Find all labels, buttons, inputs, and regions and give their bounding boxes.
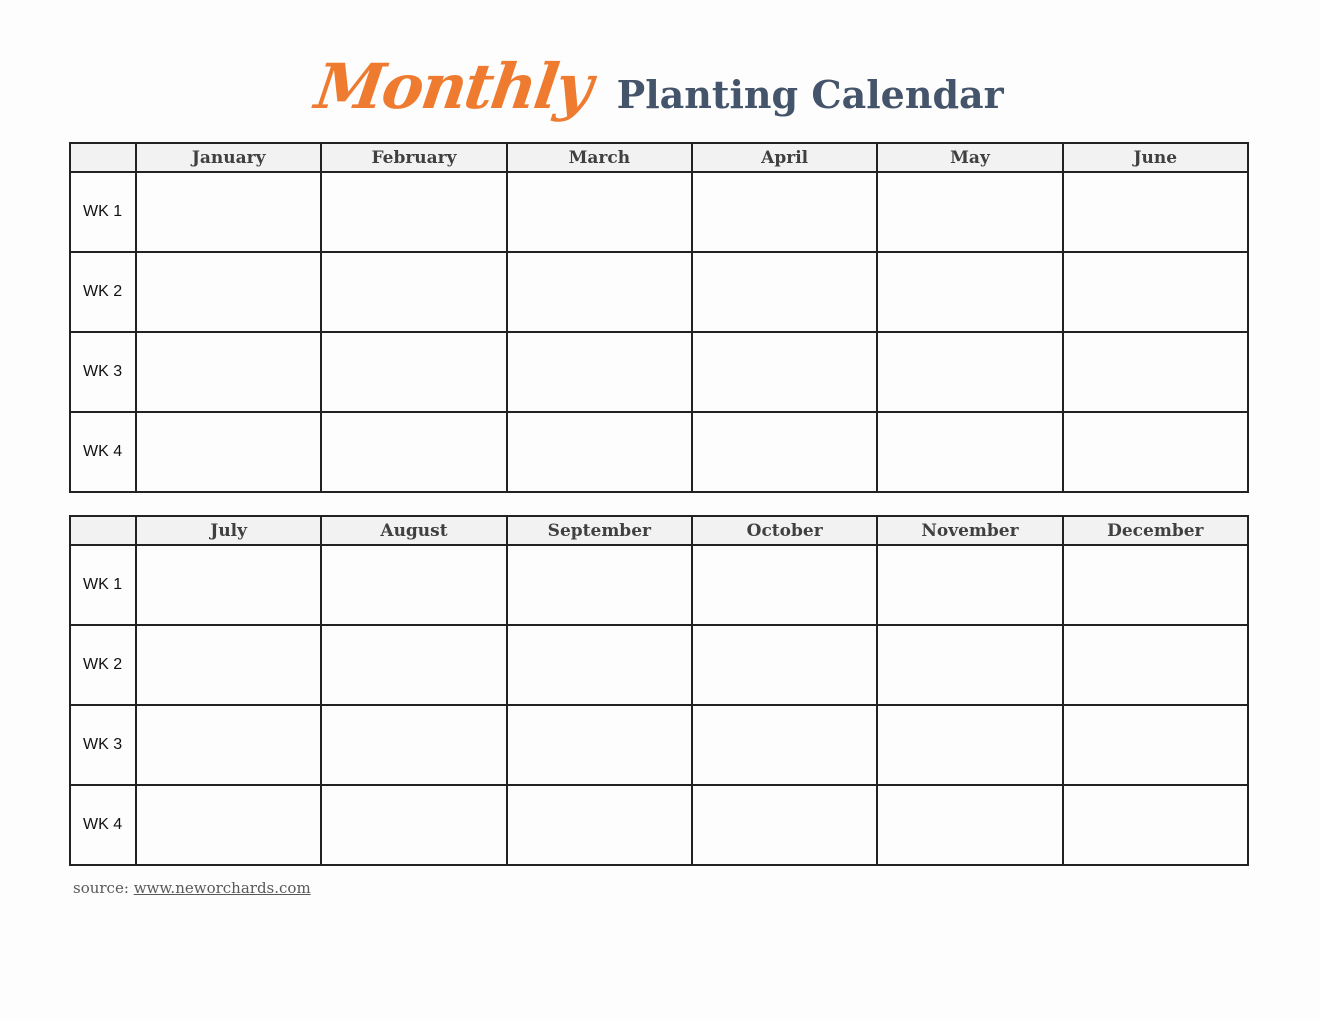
planting-cell[interactable] bbox=[692, 785, 877, 865]
source-link[interactable]: www.neworchards.com bbox=[133, 879, 311, 897]
week-label: WK 2 bbox=[70, 625, 136, 705]
week-row bbox=[70, 332, 1248, 412]
week-row bbox=[70, 625, 1248, 705]
planting-cell[interactable] bbox=[877, 545, 1062, 625]
week-row bbox=[70, 172, 1248, 252]
title-script-word: Monthly bbox=[311, 50, 596, 123]
week-row bbox=[70, 705, 1248, 785]
month-header-row bbox=[70, 143, 1248, 172]
planting-cell[interactable] bbox=[692, 412, 877, 492]
month-header: February bbox=[321, 143, 506, 172]
planting-cell[interactable] bbox=[507, 412, 692, 492]
planting-cell[interactable] bbox=[877, 172, 1062, 252]
month-header-row bbox=[70, 516, 1248, 545]
planting-cell[interactable] bbox=[1063, 785, 1248, 865]
corner-cell bbox=[70, 143, 136, 172]
month-header: April bbox=[692, 143, 877, 172]
planting-cell[interactable] bbox=[877, 705, 1062, 785]
month-header: September bbox=[507, 516, 692, 545]
calendar-table-second-half bbox=[69, 515, 1249, 866]
week-label: WK 4 bbox=[70, 412, 136, 492]
source-prefix: source: bbox=[73, 879, 129, 897]
planting-cell[interactable] bbox=[692, 625, 877, 705]
week-label: WK 3 bbox=[70, 705, 136, 785]
planting-cell[interactable] bbox=[692, 545, 877, 625]
corner-cell bbox=[70, 516, 136, 545]
week-label: WK 1 bbox=[70, 545, 136, 625]
planting-cell[interactable] bbox=[877, 785, 1062, 865]
month-header: January bbox=[136, 143, 321, 172]
planting-cell[interactable] bbox=[1063, 705, 1248, 785]
planting-cell[interactable] bbox=[1063, 332, 1248, 412]
month-header: October bbox=[692, 516, 877, 545]
source-note bbox=[73, 879, 311, 897]
planting-cell[interactable] bbox=[1063, 172, 1248, 252]
planting-cell[interactable] bbox=[692, 172, 877, 252]
planting-cell[interactable] bbox=[1063, 412, 1248, 492]
planting-cell[interactable] bbox=[136, 705, 321, 785]
week-row bbox=[70, 545, 1248, 625]
month-header: December bbox=[1063, 516, 1248, 545]
planting-cell[interactable] bbox=[507, 785, 692, 865]
planting-cell[interactable] bbox=[692, 252, 877, 332]
planting-cell[interactable] bbox=[321, 545, 506, 625]
month-header: June bbox=[1063, 143, 1248, 172]
planting-cell[interactable] bbox=[877, 625, 1062, 705]
planting-cell[interactable] bbox=[321, 332, 506, 412]
planting-cell[interactable] bbox=[136, 172, 321, 252]
planting-cell[interactable] bbox=[136, 625, 321, 705]
month-header: March bbox=[507, 143, 692, 172]
week-row bbox=[70, 785, 1248, 865]
page-title bbox=[0, 50, 1320, 123]
planting-cell[interactable] bbox=[507, 332, 692, 412]
month-header: May bbox=[877, 143, 1062, 172]
planting-cell[interactable] bbox=[321, 252, 506, 332]
calendar-table-first-half bbox=[69, 142, 1249, 493]
planting-cell[interactable] bbox=[877, 252, 1062, 332]
planting-cell[interactable] bbox=[136, 545, 321, 625]
month-header: August bbox=[321, 516, 506, 545]
week-label: WK 3 bbox=[70, 332, 136, 412]
planting-cell[interactable] bbox=[321, 785, 506, 865]
week-row bbox=[70, 252, 1248, 332]
planting-cell[interactable] bbox=[877, 332, 1062, 412]
planting-cell[interactable] bbox=[1063, 545, 1248, 625]
planting-cell[interactable] bbox=[692, 332, 877, 412]
planting-cell[interactable] bbox=[321, 412, 506, 492]
week-row bbox=[70, 412, 1248, 492]
planting-cell[interactable] bbox=[507, 625, 692, 705]
planting-cell[interactable] bbox=[136, 412, 321, 492]
planting-cell[interactable] bbox=[136, 785, 321, 865]
planting-cell[interactable] bbox=[136, 332, 321, 412]
planting-cell[interactable] bbox=[507, 252, 692, 332]
planting-cell[interactable] bbox=[507, 172, 692, 252]
month-header: July bbox=[136, 516, 321, 545]
planting-cell[interactable] bbox=[321, 705, 506, 785]
week-label: WK 4 bbox=[70, 785, 136, 865]
planting-cell[interactable] bbox=[1063, 252, 1248, 332]
month-header: November bbox=[877, 516, 1062, 545]
planting-cell[interactable] bbox=[1063, 625, 1248, 705]
planting-cell[interactable] bbox=[692, 705, 877, 785]
planting-cell[interactable] bbox=[877, 412, 1062, 492]
planting-cell[interactable] bbox=[507, 545, 692, 625]
planting-cell[interactable] bbox=[321, 625, 506, 705]
week-label: WK 2 bbox=[70, 252, 136, 332]
planting-cell[interactable] bbox=[136, 252, 321, 332]
planting-cell[interactable] bbox=[321, 172, 506, 252]
week-label: WK 1 bbox=[70, 172, 136, 252]
planting-cell[interactable] bbox=[507, 705, 692, 785]
title-main-text: Planting Calendar bbox=[616, 72, 1004, 117]
